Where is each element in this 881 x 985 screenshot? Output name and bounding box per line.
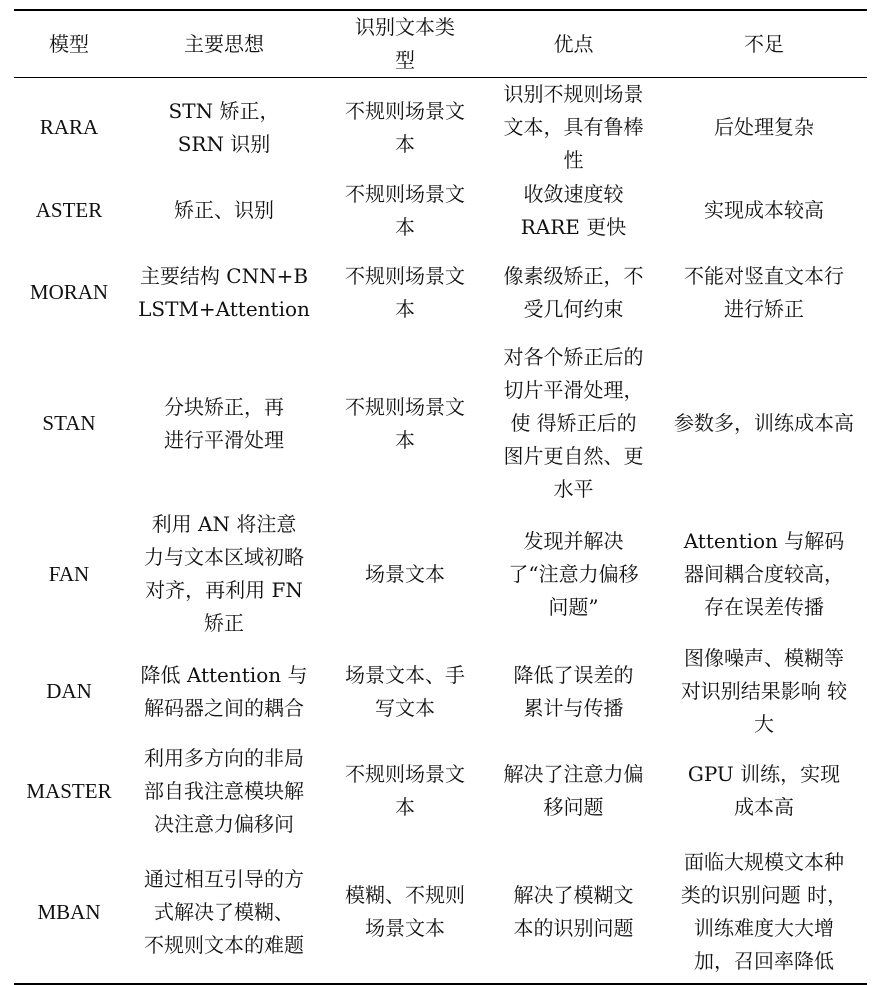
header-text-type: 识别文本类型 (324, 10, 486, 78)
header-model: 模型 (14, 10, 124, 78)
cons-cell: 面临大规模文本种类的识别问题 时，训练难度大大增加，召回率降低 (661, 841, 867, 984)
idea-cell: 分块矫正，再进行平滑处理 (164, 394, 284, 452)
model-cell: STAN (42, 411, 96, 435)
type-cell: 模糊、不规则场景文本 (324, 841, 486, 984)
cons-cell: GPU 训练，实现成本高 (687, 762, 841, 819)
table-row (14, 341, 867, 506)
pros-cell: 解决了注意力偏移问题 (503, 762, 644, 819)
idea-cell: 主要结构 CNN+BLSTM+Attention (138, 263, 310, 321)
idea-cell: 降低 Attention 与解码器之间的耦合 (140, 662, 308, 720)
cons-cell: 后处理复杂 (714, 115, 814, 139)
table-row (14, 244, 867, 341)
model-cell: MORAN (29, 280, 109, 304)
model-cell: DAN (46, 679, 92, 703)
type-cell: 场景文本 (365, 561, 445, 586)
idea-cell: 利用 AN 将注意力与文本区域初略对齐，再利用 FN 矫正 (144, 512, 304, 635)
idea-cell: 矫正、识别 (174, 198, 274, 222)
cons-cell: 不能对竖直文本行进行矫正 (684, 263, 844, 321)
header-cons: 不足 (661, 10, 867, 78)
comparison-table (14, 9, 867, 985)
table-row (14, 78, 867, 178)
type-cell: 不规则场景文本 (345, 181, 465, 239)
model-cell: ASTER (35, 198, 103, 222)
pros-cell: 像素级矫正，不受几何约束 (503, 263, 644, 321)
pros-cell: 识别不规则场景文本，具有鲁棒性 (503, 82, 644, 172)
cons-cell: 参数多，训练成本高 (674, 411, 854, 435)
type-cell: 场景文本、手写文本 (345, 662, 465, 720)
pros-cell: 发现并解决了“注意力偏移问题” (508, 528, 639, 619)
type-cell: 不规则场景文本 (345, 263, 465, 321)
model-cell: MASTER (26, 778, 112, 803)
header-main-idea: 主要思想 (124, 10, 324, 78)
idea-cell: 利用多方向的非局部自我注意模块解决注意力偏移问 (144, 745, 304, 836)
cons-cell: 实现成本较高 (704, 198, 824, 222)
type-cell: 不规则场景文本 (345, 762, 465, 819)
table-row (14, 506, 867, 642)
idea-cell: 通过相互引导的方式解决了模糊、 不规则文本的难题 (124, 841, 324, 984)
model-cell: RARA (39, 115, 99, 139)
model-cell: FAN (48, 561, 90, 586)
cons-cell: 图像噪声、模糊等对识别结果影响 较大 (680, 646, 848, 736)
table-row (14, 642, 867, 741)
pros-cell: 收敛速度较 RARE 更快 (520, 181, 627, 239)
pros-cell: 降低了误差的累计与传播 (513, 662, 634, 720)
type-cell: 不规则场景文本 (345, 394, 465, 452)
cons-cell: Attention 与解码器间耦合度较高， 存在误差传播 (683, 528, 845, 619)
table-row (14, 177, 867, 244)
header-pros: 优点 (486, 10, 661, 78)
type-cell: 不规则场景文本 (345, 98, 465, 156)
header-row (14, 10, 867, 78)
pros-cell: 对各个矫正后的切片平滑处理，使 得矫正后的图片更自然、更水平 (503, 345, 644, 501)
model-cell: MBAN (14, 841, 124, 984)
pros-cell: 解决了模糊文本的识别问题 (486, 841, 661, 984)
idea-cell: STN 矫正，SRN 识别 (168, 98, 280, 156)
table-row (14, 741, 867, 841)
table-row (14, 841, 867, 984)
